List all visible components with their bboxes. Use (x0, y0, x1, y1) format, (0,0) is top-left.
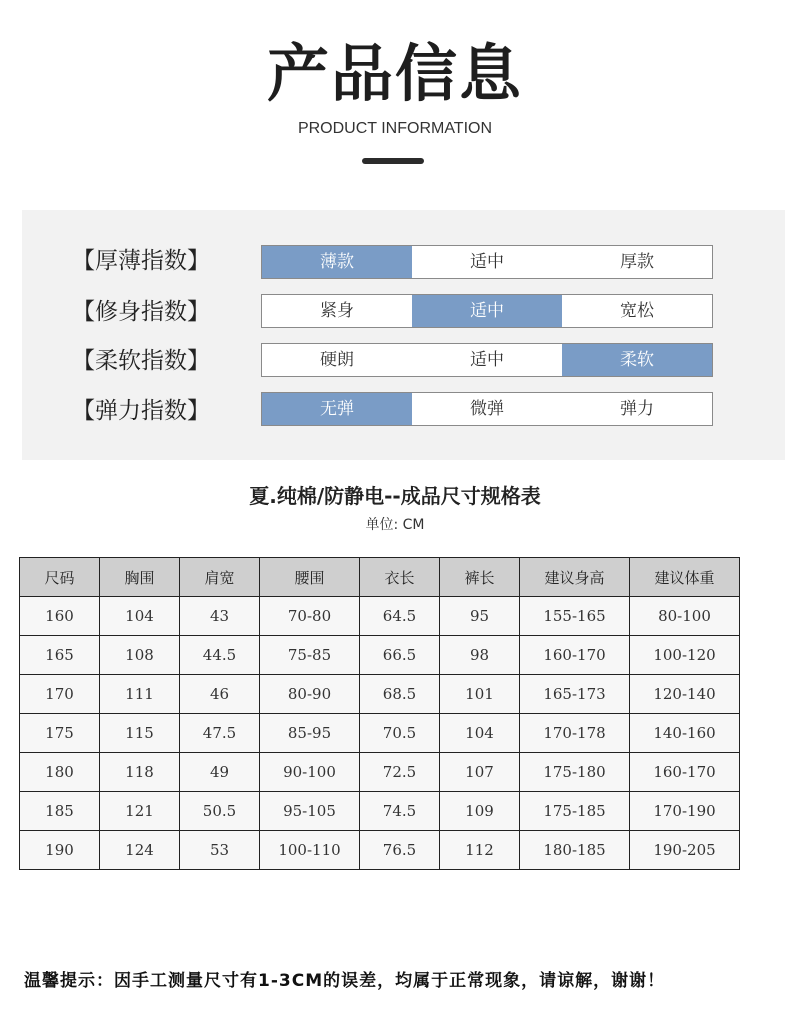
table-cell: 74.5 (360, 792, 440, 831)
table-cell: 108 (100, 636, 180, 675)
measurement-notice: 温馨提示：因手工测量尺寸有1-3CM的误差，均属于正常现象，请谅解，谢谢！ (24, 971, 666, 991)
table-cell: 72.5 (360, 753, 440, 792)
table-cell: 76.5 (360, 831, 440, 870)
table-cell: 121 (100, 792, 180, 831)
elasticity-option: 无弹 (262, 393, 412, 425)
size-spec-table (19, 557, 740, 870)
table-cell: 47.5 (180, 714, 260, 753)
table-row (20, 831, 740, 870)
table-cell: 68.5 (360, 675, 440, 714)
thickness-index-bar (261, 245, 713, 279)
table-cell: 140-160 (630, 714, 740, 753)
softness-option: 适中 (470, 350, 504, 370)
table-cell: 100-120 (630, 636, 740, 675)
table-cell: 90-100 (260, 753, 360, 792)
table-cell: 44.5 (180, 636, 260, 675)
table-cell: 124 (100, 831, 180, 870)
table-cell: 111 (100, 675, 180, 714)
table-cell: 185 (20, 792, 100, 831)
table-cell: 120-140 (630, 675, 740, 714)
elasticity-option: 微弹 (470, 399, 504, 419)
elasticity-index-label: 【弹力指数】 (72, 398, 210, 424)
table-cell: 50.5 (180, 792, 260, 831)
table-cell: 101 (440, 675, 520, 714)
table-cell: 107 (440, 753, 520, 792)
table-cell: 165 (20, 636, 100, 675)
fit-index-bar (261, 294, 713, 328)
table-cell: 180 (20, 753, 100, 792)
header-size: 尺码 (20, 558, 100, 597)
table-cell: 53 (180, 831, 260, 870)
page-title: 产品信息 (266, 37, 523, 110)
table-cell: 160-170 (520, 636, 630, 675)
size-table-unit: 单位: CM (365, 517, 425, 533)
softness-option: 硬朗 (320, 350, 354, 370)
table-cell: 190 (20, 831, 100, 870)
fit-option: 紧身 (320, 301, 354, 321)
table-cell: 43 (180, 597, 260, 636)
table-cell: 170-190 (630, 792, 740, 831)
header-top-length: 衣长 (360, 558, 440, 597)
table-cell: 109 (440, 792, 520, 831)
table-cell: 115 (100, 714, 180, 753)
thickness-option: 厚款 (620, 252, 654, 272)
table-cell: 190-205 (630, 831, 740, 870)
table-cell: 46 (180, 675, 260, 714)
fit-index-label: 【修身指数】 (72, 299, 210, 325)
table-cell: 175-185 (520, 792, 630, 831)
table-cell: 100-110 (260, 831, 360, 870)
table-cell: 180-185 (520, 831, 630, 870)
page-subtitle: PRODUCT INFORMATION (297, 120, 493, 137)
table-header-row (20, 558, 740, 597)
table-cell: 104 (100, 597, 180, 636)
table-row (20, 675, 740, 714)
table-cell: 85-95 (260, 714, 360, 753)
table-cell: 170-178 (520, 714, 630, 753)
table-cell: 160-170 (630, 753, 740, 792)
table-cell: 64.5 (360, 597, 440, 636)
fit-option: 适中 (412, 295, 562, 327)
table-cell: 80-90 (260, 675, 360, 714)
title-divider (362, 158, 424, 164)
table-cell: 80-100 (630, 597, 740, 636)
header-weight: 建议体重 (630, 558, 740, 597)
thickness-index-label: 【厚薄指数】 (72, 248, 210, 274)
size-table-title: 夏.纯棉/防静电--成品尺寸规格表 (249, 484, 541, 508)
table-row (20, 714, 740, 753)
table-cell: 170 (20, 675, 100, 714)
elasticity-index-bar (261, 392, 713, 426)
table-row (20, 753, 740, 792)
table-row (20, 597, 740, 636)
table-cell: 118 (100, 753, 180, 792)
table-cell: 95 (440, 597, 520, 636)
elasticity-option: 弹力 (620, 399, 654, 419)
table-cell: 165-173 (520, 675, 630, 714)
table-cell: 104 (440, 714, 520, 753)
header-height: 建议身高 (520, 558, 630, 597)
softness-index-bar (261, 343, 713, 377)
header-pants-length: 裤长 (440, 558, 520, 597)
table-cell: 160 (20, 597, 100, 636)
thickness-option: 薄款 (262, 246, 412, 278)
thickness-option: 适中 (470, 252, 504, 272)
table-cell: 98 (440, 636, 520, 675)
table-cell: 175-180 (520, 753, 630, 792)
softness-option: 柔软 (562, 344, 712, 376)
table-cell: 66.5 (360, 636, 440, 675)
table-row (20, 792, 740, 831)
product-indices-panel (22, 210, 785, 460)
table-cell: 155-165 (520, 597, 630, 636)
header-shoulder: 肩宽 (180, 558, 260, 597)
header-chest: 胸围 (100, 558, 180, 597)
table-cell: 112 (440, 831, 520, 870)
table-cell: 95-105 (260, 792, 360, 831)
table-cell: 49 (180, 753, 260, 792)
table-cell: 70.5 (360, 714, 440, 753)
header-waist: 腰围 (260, 558, 360, 597)
softness-index-label: 【柔软指数】 (72, 348, 210, 374)
table-cell: 175 (20, 714, 100, 753)
table-cell: 75-85 (260, 636, 360, 675)
table-cell: 70-80 (260, 597, 360, 636)
fit-option: 宽松 (620, 301, 654, 321)
table-row (20, 636, 740, 675)
